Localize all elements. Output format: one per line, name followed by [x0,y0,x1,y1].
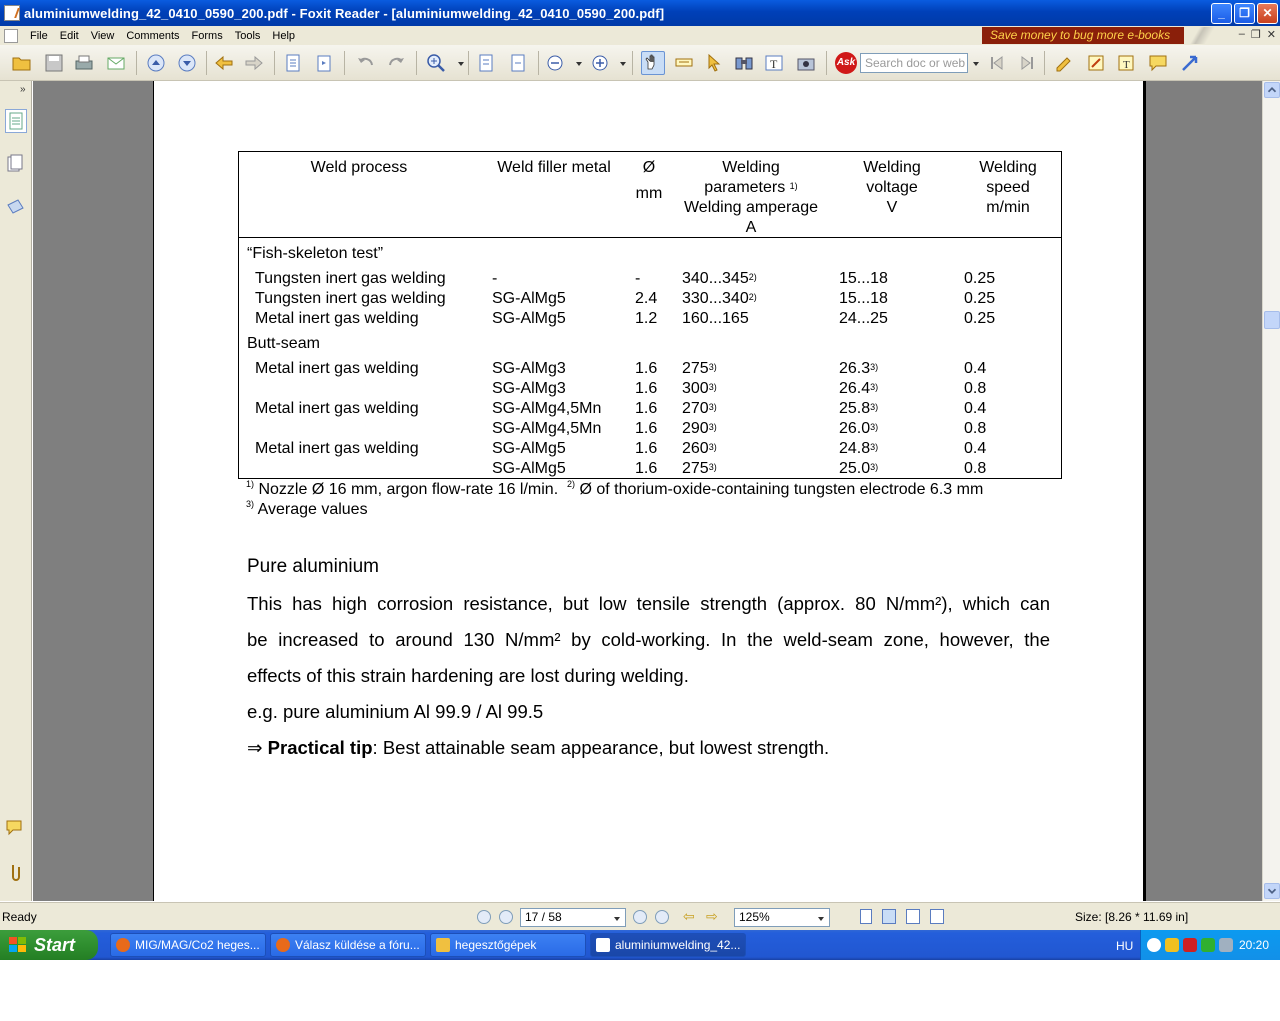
ad-swoosh-graphic [1184,27,1226,44]
header-weld-filler: Weld filler metal [497,159,611,176]
vertical-scrollbar[interactable] [1262,81,1280,901]
menu-help[interactable]: Help [272,29,296,42]
folder-icon [436,938,450,952]
redo-icon[interactable] [386,53,406,73]
cell-diameter: - [635,270,641,287]
cell-voltage: 26.4$^{3)}$ [839,380,879,397]
snapshot-icon[interactable] [796,53,816,73]
window-title: aluminiumwelding_42_0410_0590_200.pdf - Foxit Reader - [aluminiumwelding_42_0410_0590_200.pdf] [24,5,665,21]
footnote-2: $^{3)}$ Average values [246,499,368,518]
zoom-plus-icon[interactable] [590,53,610,73]
header-voltage-unit: V [886,199,898,216]
foxit-app-icon[interactable] [4,5,20,21]
start-label: Start [34,935,76,955]
menu-tools[interactable]: Tools [234,29,261,42]
cell-filler: - [492,270,498,287]
svg-text:T: T [1123,59,1130,71]
cell-diameter: 1.6 [635,400,658,417]
select-arrow-icon[interactable] [704,53,724,73]
prev-page-status-icon[interactable] [499,910,513,924]
single-page-icon[interactable] [860,909,872,924]
scroll-up-button[interactable] [1264,82,1280,98]
back-view-icon[interactable]: ⇦ [683,908,695,924]
cell-speed: 0.25 [964,290,996,307]
open-folder-icon[interactable] [12,53,32,73]
header-weld-process: Weld process [310,159,408,176]
cell-amperage: 290$^{3)}$ [682,420,717,437]
cell-speed: 0.8 [964,460,987,477]
menu-comments[interactable]: Comments [126,29,180,42]
cell-voltage: 25.0$^{3)}$ [839,460,879,477]
go-back-icon[interactable] [214,53,234,73]
zoom-out-dropdown-arrow[interactable] [576,62,582,66]
minimize-button[interactable]: _ [1211,3,1232,24]
cell-voltage: 26.0$^{3)}$ [839,420,879,437]
network-icon[interactable] [1201,938,1215,952]
cell-speed: 0.8 [964,380,987,397]
window-controls [1211,3,1278,24]
start-button[interactable] [0,930,98,960]
find-binoculars-icon[interactable] [734,53,754,73]
paragraph-line-2: be increased to around 130 N/mm² by cold-working. In the weld-seam zone, however, the [247,629,1050,650]
cell-diameter: 1.6 [635,440,658,457]
menu-view[interactable]: View [90,29,115,42]
ask-logo[interactable]: Ask [835,52,857,74]
cell-speed: 0.8 [964,420,987,437]
header-params-line3: Welding amperage [683,199,818,216]
windows-taskbar [0,930,1280,960]
cell-voltage: 24.8$^{3)}$ [839,440,879,457]
cell-diameter: 2.4 [635,290,658,307]
cell-voltage: 24...25 [839,310,888,327]
cell-process: Tungsten inert gas welding [255,270,446,287]
tray-expand-icon[interactable] [1147,938,1161,952]
table-header-divider [239,237,1061,238]
cell-process: Tungsten inert gas welding [255,290,446,307]
forward-view-icon[interactable]: ⇨ [706,908,718,924]
status-ready: Ready [2,910,37,924]
comments-panel-icon[interactable] [5,817,27,841]
status-bar [0,902,1280,930]
task-label: Válasz küldése a fóru... [295,938,420,952]
navigation-panel [0,81,32,901]
footnote-1: $^{1)}$ Nozzle Ø 16 mm, argon flow-rate 16 l/min. $^{2)}$ Ø of thorium-oxide-containing tungsten electrode 6.3 mm [246,479,984,498]
cell-process: Metal inert gas welding [255,440,419,457]
cell-amperage: 300$^{3)}$ [682,380,717,397]
page-dropdown-arrow[interactable] [614,917,620,921]
taskbar-folder[interactable] [430,933,586,957]
zoom-level-field[interactable]: 125% [734,908,830,927]
menu-file[interactable]: File [30,29,48,42]
cell-amperage: 260$^{3)}$ [682,440,717,457]
pages-panel-icon[interactable] [5,109,27,133]
page-number-field[interactable]: 17 / 58 [520,908,626,927]
cell-process: Metal inert gas welding [255,360,419,377]
layers-panel-icon[interactable] [5,153,27,177]
section-butt-seam: Butt-seam [247,335,320,352]
previous-page-icon[interactable] [146,53,166,73]
arrow-tool-icon[interactable] [1180,53,1200,73]
paragraph-line-1: This has high corrosion resistance, but low tensile strength (approx. 80 N/mm²), which can [247,593,1050,614]
cell-diameter: 1.6 [635,420,658,437]
cell-filler: SG-AlMg5 [492,440,566,457]
menu-forms[interactable]: Forms [191,29,223,42]
task-label: hegesztőgépek [455,938,537,952]
document-icon[interactable] [4,29,18,43]
zoom-in-icon[interactable] [426,53,446,73]
cell-speed: 0.25 [964,310,996,327]
next-page-icon[interactable] [177,53,197,73]
cell-diameter: 1.2 [635,310,658,327]
task-label: aluminiumwelding_42... [615,938,741,952]
system-tray [1140,930,1280,960]
doc-restore-button[interactable]: ❐ [1250,29,1261,41]
undo-icon[interactable] [356,53,376,73]
pdf-page [153,81,1146,901]
cell-voltage: 15...18 [839,290,888,307]
cell-diameter: 1.6 [635,360,658,377]
welding-parameters-table [238,151,1062,479]
menu-edit[interactable]: Edit [59,29,79,42]
close-button[interactable]: ✕ [1257,3,1278,24]
page-size-text: Size: [8.26 * 11.69 in] [1075,910,1189,924]
firefox-icon [276,938,290,952]
document-window-controls [1239,28,1276,41]
doc-close-button[interactable]: ✕ [1266,29,1276,41]
comment-bubble-icon[interactable] [1148,53,1168,73]
next-page-status-icon[interactable] [633,910,647,924]
blank-area [0,960,1280,1021]
cell-diameter: 1.6 [635,460,658,477]
windows-flag-icon [9,937,27,953]
taskbar-firefox-valasz[interactable] [270,933,426,957]
clock[interactable]: 20:20 [1239,938,1270,952]
header-diameter-unit: mm [635,185,663,202]
paragraph-line-3: effects of this strain hardening are lost during welding. [247,665,689,686]
last-page-icon[interactable] [655,910,669,924]
save-icon[interactable] [44,53,64,73]
section-fish-skeleton: “Fish-skeleton test” [247,245,384,262]
taskbar-firefox-mig[interactable] [110,933,266,957]
search-prev-icon[interactable] [988,53,1008,73]
header-speed-unit: m/min [986,199,1030,216]
taskbar-foxit[interactable] [590,933,746,957]
toolbar [0,45,1280,81]
search-input[interactable]: Search doc or web [860,53,968,73]
svg-text:T: T [770,57,778,71]
zoom-level-dropdown-arrow[interactable] [818,917,824,921]
cell-amperage: 160...165 [682,310,749,327]
text-box-icon[interactable] [1116,53,1136,73]
zoom-dropdown-arrow[interactable] [458,62,464,66]
facing-pages-icon[interactable] [906,909,920,924]
cell-speed: 0.4 [964,400,987,417]
practical-tip: ⇒ Practical tip: Best attainable seam appearance, but lowest strength. [247,737,830,758]
search-next-icon[interactable] [1016,53,1036,73]
doc-minimize-button[interactable]: – [1238,28,1245,40]
fit-page-icon[interactable] [284,53,304,73]
attachment-paperclip-icon[interactable] [5,861,27,885]
cell-speed: 0.25 [964,270,996,287]
header-voltage-line1: Welding [863,159,921,176]
body-paragraph [247,586,1050,766]
cell-amperage: 275$^{3)}$ [682,360,717,377]
search-dropdown-arrow[interactable] [973,62,979,66]
cell-filler: SG-AlMg3 [492,380,566,397]
firefox-icon [116,938,130,952]
header-params-line2: parameters $^{1)}$ [704,179,798,196]
first-page-icon[interactable] [477,910,491,924]
header-diameter-symbol: Ø [642,159,656,176]
cell-filler: SG-AlMg5 [492,290,566,307]
header-params-line1: Welding [722,159,780,176]
cell-amperage: 330...340$^{2)}$ [682,290,757,307]
fit-width-icon[interactable] [508,53,528,73]
cell-process: Metal inert gas welding [255,310,419,327]
cell-filler: SG-AlMg4,5Mn [492,420,602,437]
cell-filler: SG-AlMg5 [492,310,566,327]
foxit-icon [596,938,610,952]
antivirus-icon[interactable] [1183,938,1197,952]
select-text-icon[interactable] [674,53,694,73]
typewriter-icon[interactable] [764,53,784,73]
actual-size-icon[interactable] [476,53,496,73]
cell-process: Metal inert gas welding [255,400,419,417]
language-indicator[interactable]: HU [1116,939,1134,953]
cell-diameter: 1.6 [635,380,658,397]
email-icon[interactable] [106,53,126,73]
task-label: MIG/MAG/Co2 heges... [135,938,260,952]
cell-voltage: 25.8$^{3)}$ [839,400,879,417]
cell-amperage: 270$^{3)}$ [682,400,717,417]
example-line: e.g. pure aluminium Al 99.9 / Al 99.5 [247,701,544,722]
header-voltage-line2: voltage [866,179,918,196]
cell-filler: SG-AlMg5 [492,460,566,477]
document-view[interactable] [33,81,1262,901]
security-shield-icon[interactable] [1165,938,1179,952]
header-speed-line1: Welding [979,159,1037,176]
scroll-thumb[interactable] [1264,311,1280,329]
cell-filler: SG-AlMg4,5Mn [492,400,602,417]
header-params-unit: A [745,219,757,236]
cell-voltage: 26.3$^{3)}$ [839,360,879,377]
print-icon[interactable] [74,53,94,73]
rotate-page-icon[interactable] [314,53,334,73]
zoom-plus-dropdown-arrow[interactable] [620,62,626,66]
attachments-list-icon[interactable] [5,197,27,221]
zoom-out-icon[interactable] [545,53,565,73]
go-forward-icon[interactable] [244,53,264,73]
cell-amperage: 340...345$^{2)}$ [682,270,757,287]
note-tool-icon[interactable] [1054,53,1074,73]
cell-speed: 0.4 [964,440,987,457]
header-speed-line2: speed [986,179,1030,196]
cell-filler: SG-AlMg3 [492,360,566,377]
scroll-down-button[interactable] [1264,883,1280,899]
continuous-facing-icon[interactable] [930,909,944,924]
pencil-tool-icon[interactable] [1086,53,1106,73]
continuous-page-icon[interactable] [882,909,896,924]
ad-banner[interactable]: Save money to bug more e-books [982,27,1184,44]
restore-button[interactable]: ❐ [1234,3,1255,24]
title-bar[interactable] [0,0,1280,26]
cell-voltage: 15...18 [839,270,888,287]
cell-speed: 0.4 [964,360,987,377]
cell-amperage: 275$^{3)}$ [682,460,717,477]
hand-tool-icon[interactable] [641,51,665,75]
panel-collapse-icon[interactable]: » [20,84,26,95]
monitor-icon[interactable] [1219,938,1233,952]
section-heading: Pure aluminium [247,556,379,577]
